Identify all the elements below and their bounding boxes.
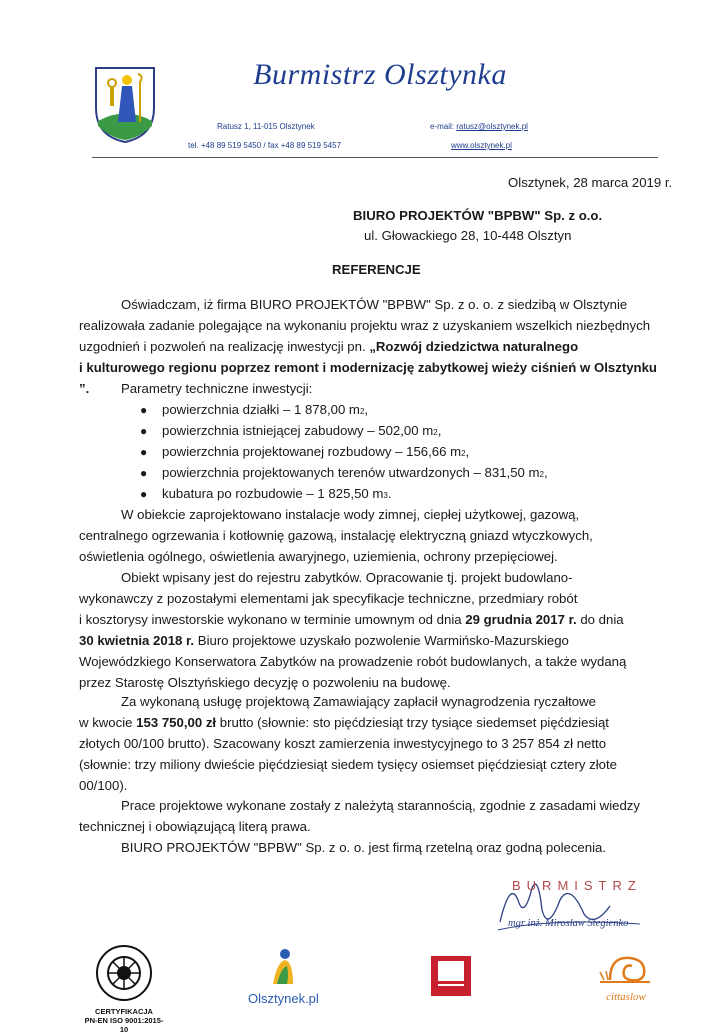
p1-line: uzgodnień i pozwoleń na realizację inwestycji pn. <box>79 339 366 354</box>
p2-line: oświetlenia ogólnego, oświetlenia awaryjnego, uziemienia, ochrony przepięciowej. <box>79 549 558 564</box>
end-date: 30 kwietnia 2018 r. <box>79 633 195 648</box>
p4-line: 00/100). <box>79 778 128 793</box>
office-phone: tel. +48 89 519 5450 / fax +48 89 519 5457 <box>188 141 342 150</box>
p3-line: Obiekt wpisany jest do rejestru zabytków. Opracowanie tj. projekt budowlano- <box>121 570 573 585</box>
cittaslow-logo <box>590 950 662 1003</box>
paragraph-schedule <box>79 567 657 693</box>
header-divider <box>92 157 658 158</box>
p1-line-3 <box>79 336 657 357</box>
list-item: ● kubatura po rozbudowie – 1 825,50 m 3 . <box>140 483 660 504</box>
p3-line-3 <box>79 609 657 630</box>
letter-subject: REFERENCJE <box>332 262 421 277</box>
p4-line-2 <box>79 712 657 733</box>
investment-title-cont: i kulturowego regionu poprzez remont i modernizację zabytkowej wieży ciśnień w Olsztynku ”. <box>79 360 657 396</box>
p1-line: Oświadczam, iż firma BIURO PROJEKTÓW "BPBW" Sp. z o. o. z siedzibą w Olsztynie <box>121 297 628 312</box>
p5-line: technicznej i obowiązującą literą prawa. <box>79 819 311 834</box>
p3-line: Wojewódzkiego Konserwatora Zabytków na prowadzenie robót budowlanych, a także wydaną <box>79 654 627 669</box>
paragraph-recommendation <box>79 837 657 858</box>
param-text: powierzchnia projektowanej rozbudowy – 156,66 m <box>162 444 462 459</box>
p4-line: Za wykonaną usługę projektową Zamawiający zapłacił wynagrodzenia ryczałtowe <box>121 694 596 709</box>
p3-text: Biuro projektowe uzyskało pozwolenie Warmińsko-Mazurskiego <box>194 633 569 648</box>
param-end: , <box>364 402 369 417</box>
p4-line: złotych 00/100 brutto). Szacowany koszt zamierzenia inwestycyjnego to 3 257 854 zł netto <box>79 736 607 751</box>
param-end: , <box>465 444 470 459</box>
certification-logo <box>84 944 164 1034</box>
p3-text: i kosztorysy inwestorskie wykonano w terminie umownym od dnia <box>79 612 466 627</box>
office-email-row <box>430 122 528 131</box>
list-item: ● powierzchnia projektowanych terenów utwardzonych – 831,50 m 2 , <box>140 462 660 483</box>
p3-line-4 <box>79 630 657 651</box>
cert-label: CERTYFIKACJA <box>95 1007 153 1016</box>
p3-text: do dnia <box>576 612 624 627</box>
list-item: ● powierzchnia projektowanej rozbudowy – 156,66 m 2 , <box>140 441 660 462</box>
letterhead-title: Burmistrz Olsztynka <box>253 58 507 91</box>
bullet-icon: ● <box>140 466 148 480</box>
p1-line: realizowała zadanie polegające na wykonaniu projektu wraz z uzyskaniem wszelkich niezbędnych <box>79 318 651 333</box>
param-text: powierzchnia projektowanych terenów utwardzonych – 831,50 m <box>162 465 540 480</box>
stamp-title: BURMISTRZ <box>512 878 642 893</box>
params-list <box>140 399 660 504</box>
p6-line: BIURO PROJEKTÓW "BPBW" Sp. z o. o. jest firmą rzetelną oraz godną polecenia. <box>121 840 607 855</box>
cert-standard: PN-EN ISO 9001:2015-10 <box>84 1016 164 1034</box>
p2-line: centralnego ogrzewania i kotłownię gazową, instalację elektryczną gniazd wtyczkowych, <box>79 528 593 543</box>
p3-line: wykonawczy z pozostałymi elementami jak specyfikacje techniczne, przedmiary robót <box>79 591 578 606</box>
bullet-icon: ● <box>140 403 148 417</box>
investment-title: „Rozwój dziedzictwa naturalnego <box>369 339 579 354</box>
bullet-icon: ● <box>140 424 148 438</box>
start-date: 29 grudnia 2017 r. <box>465 612 577 627</box>
p4-text: w kwocie <box>79 715 137 730</box>
param-text: kubatura po rozbudowie – 1 825,50 m <box>162 486 384 501</box>
snail-icon <box>596 950 656 986</box>
website-link[interactable]: www.olsztynek.pl <box>451 141 512 150</box>
bullet-icon: ● <box>140 445 148 459</box>
param-end: , <box>437 423 442 438</box>
paragraph-payment <box>79 691 657 796</box>
p5-line: Prace projektowe wykonane zostały z należytą starannością, zgodnie z zasadami wiedzy <box>121 798 640 813</box>
email-link[interactable]: ratusz@olsztynek.pl <box>456 122 528 131</box>
signatory-name: mgr inż. Mirosław Stegienko <box>508 918 629 929</box>
list-item: ● powierzchnia działki – 1 878,00 m 2 , <box>140 399 660 420</box>
cittaslow-text: cittaslow <box>606 991 646 1003</box>
email-label: e-mail: <box>430 122 455 131</box>
param-text: powierzchnia istniejącej zabudowy – 502,00 m <box>162 423 434 438</box>
p2-line: W obiekcie zaprojektowano instalacje wody zimnej, ciepłej użytkowej, gazową, <box>121 507 580 522</box>
olsztynek-logo-text: Olsztynek.pl <box>248 991 319 1006</box>
bullet-icon: ● <box>140 487 148 501</box>
recipient-name: BIURO PROJEKTÓW "BPBW" Sp. z o.o. <box>353 208 603 223</box>
chamber-seal-icon <box>84 944 164 1002</box>
params-intro: Parametry techniczne inwestycji: <box>121 381 313 396</box>
recipient-address: ul. Głowackiego 28, 10-448 Olsztyn <box>364 228 572 243</box>
list-item: ● powierzchnia istniejącej zabudowy – 502,00 m 2 , <box>140 420 660 441</box>
place-date: Olsztynek, 28 marca 2019 r. <box>508 175 673 190</box>
paragraph-quality <box>79 795 657 837</box>
town-crest-icon <box>94 66 156 144</box>
payment-amount: 153 750,00 zł <box>136 715 217 730</box>
olsztynek-logo <box>248 946 318 1006</box>
param-end: . <box>387 486 392 501</box>
p4-text: brutto (słownie: sto pięćdziesiąt trzy tysiące siedemset pięćdziesiąt <box>216 715 609 730</box>
office-address: Ratusz 1, 11-015 Olsztynek <box>217 122 315 131</box>
mazury-museum-logo-icon <box>430 955 472 997</box>
param-text: powierzchnia działki – 1 878,00 m <box>162 402 360 417</box>
olsztynek-figure-icon <box>263 946 303 986</box>
param-end: , <box>543 465 548 480</box>
p4-line: (słownie: trzy miliony dwieście pięćdziesiąt siedem tysięcy osiemset pięćdziesiąt cztery złote <box>79 757 617 772</box>
p3-line: przez Starostę Olsztyńskiego decyzję o pozwoleniu na budowę. <box>79 675 451 690</box>
paragraph-installations <box>79 504 657 567</box>
